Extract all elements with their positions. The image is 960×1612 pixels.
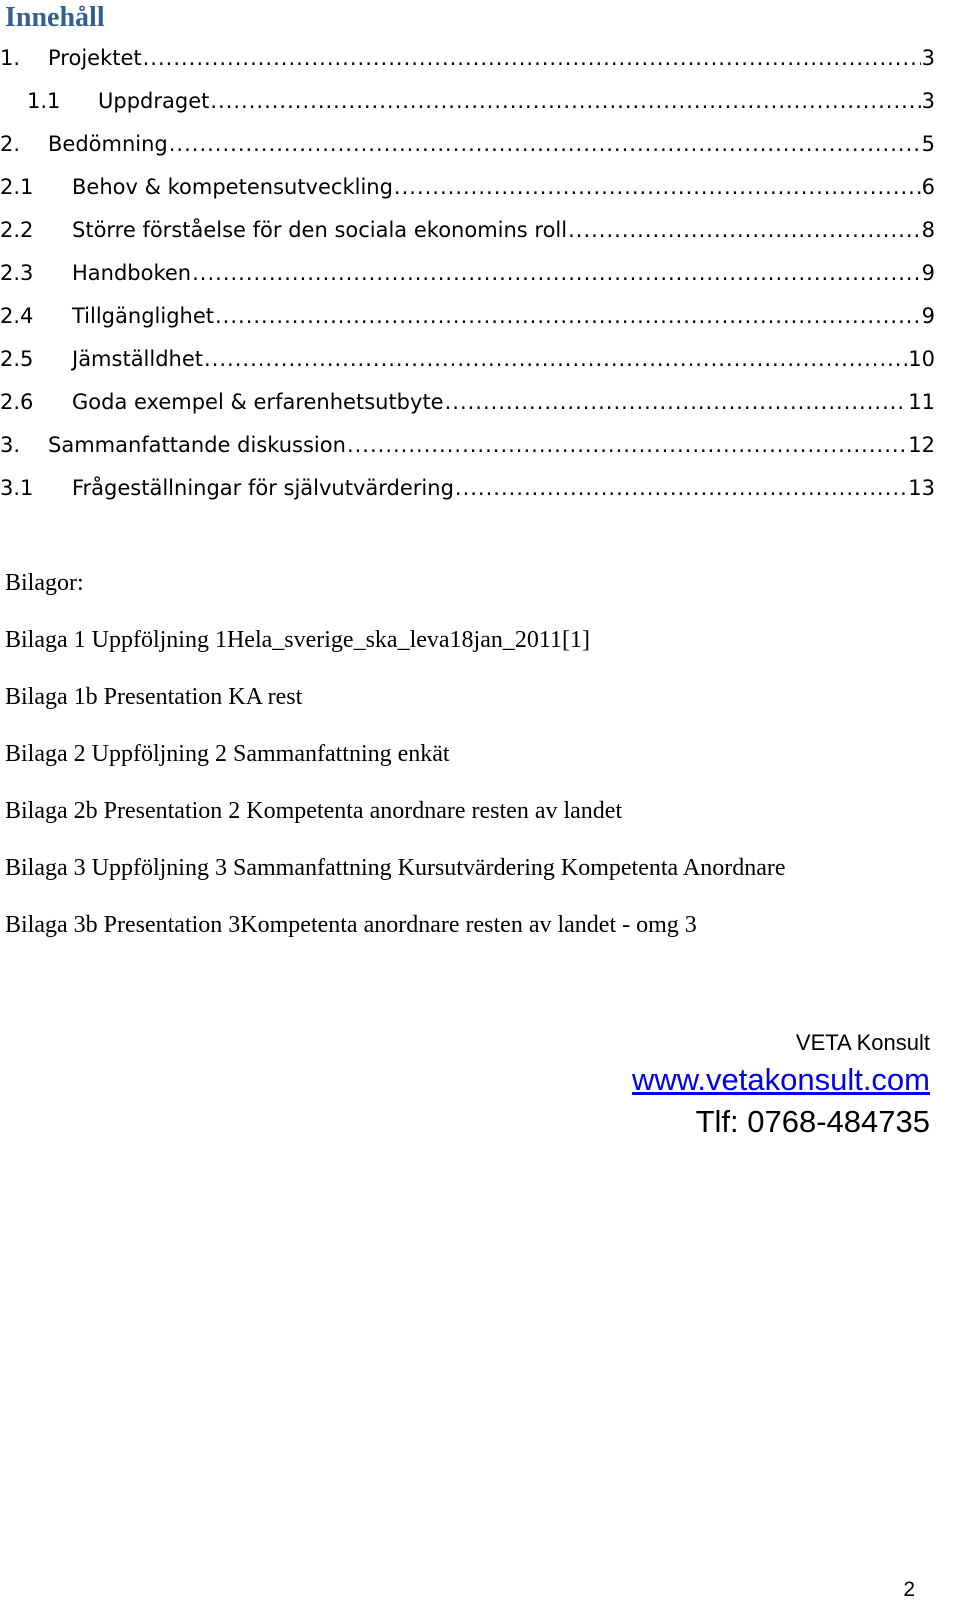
toc-heading: Innehåll: [5, 2, 105, 33]
toc-entry-page: 11: [908, 390, 935, 414]
attachments-heading: Bilagor:: [5, 570, 84, 596]
attachment-item: Bilaga 2b Presentation 2 Kompetenta anordnare resten av landet: [5, 798, 623, 824]
toc-entry-number: 2.4: [0, 304, 34, 328]
toc-entry-page: 9: [921, 261, 935, 285]
toc-dot-leader: [445, 387, 908, 417]
toc-dot-leader: [394, 172, 921, 202]
toc-entry-title: Frågeställningar för självutvärdering: [72, 476, 454, 500]
toc-entry-title: Större förståelse för den sociala ekonomins roll: [72, 218, 568, 242]
attachment-item: Bilaga 1 Uppföljning 1Hela_sverige_ska_leva18jan_2011[1]: [5, 627, 590, 653]
toc-dot-leader: [169, 129, 921, 159]
toc-entry[interactable]: [0, 344, 935, 374]
toc-entry-number: 3.: [0, 433, 21, 457]
toc-entry-page: 8: [921, 218, 935, 242]
toc-dot-leader: [204, 344, 907, 374]
toc-entry-title: Uppdraget: [98, 89, 210, 113]
toc-entry[interactable]: [0, 430, 935, 460]
toc-dot-leader: [347, 430, 907, 460]
toc-entry[interactable]: [0, 86, 935, 116]
toc-entry-page: 5: [921, 132, 935, 156]
toc-entry-title: Handboken: [72, 261, 192, 285]
attachment-item: Bilaga 3 Uppföljning 3 Sammanfattning Kursutvärdering Kompetenta Anordnare: [5, 855, 786, 881]
toc-entry[interactable]: [0, 387, 935, 417]
toc-entry-page: 9: [921, 304, 935, 328]
toc-entry-title: Tillgänglighet: [72, 304, 214, 328]
toc-entry-number: 2.3: [0, 261, 34, 285]
toc-entry-title: Goda exempel & erfarenhetsutbyte: [72, 390, 444, 414]
attachment-item: Bilaga 1b Presentation KA rest: [5, 684, 303, 710]
toc-entry-number: 1.: [0, 46, 21, 70]
toc-dot-leader: [143, 43, 921, 73]
toc-entry[interactable]: [0, 129, 935, 159]
toc-entry[interactable]: [0, 301, 935, 331]
toc-entry-page: 6: [921, 175, 935, 199]
page-number: 2: [903, 1578, 915, 1601]
toc-entry-page: 3: [921, 46, 935, 70]
toc-entry-number: 2.6: [0, 390, 34, 414]
toc-entry-number: 2.2: [0, 218, 34, 242]
toc-entry-number: 3.1: [0, 476, 34, 500]
toc-entry-page: 10: [908, 347, 935, 371]
toc-entry-number: 2.: [0, 132, 21, 156]
toc-dot-leader: [568, 215, 921, 245]
company-name: VETA Konsult: [795, 1030, 930, 1055]
toc-entry[interactable]: [0, 172, 935, 202]
toc-entry-title: Projektet: [48, 46, 142, 70]
toc-entry-page: 13: [908, 476, 935, 500]
attachment-item: Bilaga 3b Presentation 3Kompetenta anordnare resten av landet - omg 3: [5, 912, 697, 938]
toc-entry[interactable]: [0, 258, 935, 288]
toc-entry-page: 12: [908, 433, 935, 457]
toc-dot-leader: [192, 258, 921, 288]
toc-entry[interactable]: [0, 43, 935, 73]
toc-entry-title: Behov & kompetensutveckling: [72, 175, 393, 199]
toc-entry-title: Bedömning: [48, 132, 168, 156]
phone-number: Tlf: 0768-484735: [695, 1104, 930, 1139]
toc-entry-number: 2.5: [0, 347, 34, 371]
website-link[interactable]: www.vetakonsult.com: [631, 1062, 930, 1097]
toc-dot-leader: [215, 301, 921, 331]
toc-entry-number: 1.1: [27, 89, 61, 113]
toc-entry[interactable]: [0, 473, 935, 503]
attachment-item: Bilaga 2 Uppföljning 2 Sammanfattning enkät: [5, 741, 450, 767]
toc-entry-title: Jämställdhet: [72, 347, 204, 371]
toc-dot-leader: [210, 86, 920, 116]
toc-entry-page: 3: [921, 89, 935, 113]
toc-entry-number: 2.1: [0, 175, 34, 199]
toc-entry-title: Sammanfattande diskussion: [48, 433, 346, 457]
toc-dot-leader: [455, 473, 907, 503]
toc-entry[interactable]: [0, 215, 935, 245]
